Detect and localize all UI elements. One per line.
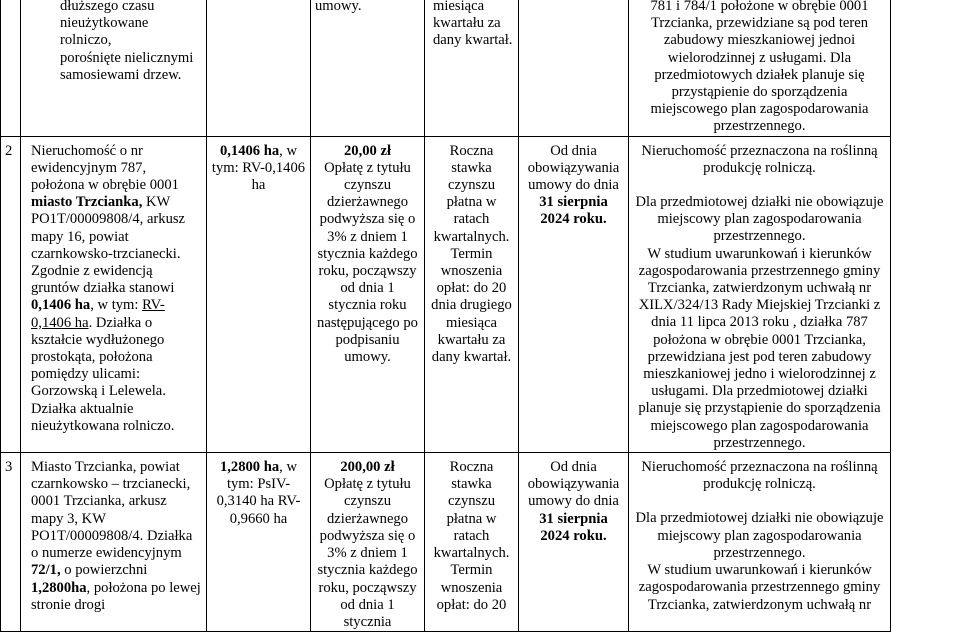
- purpose-tail: 781 i 784/1 położone w obrębie 0001 Trzcianka, przewidziane są pod teren zabudowy mieszkaniowej jednoi wielorodzinnej z usługami. Dla przedmiotowych działek planuje się przystąpienie do sporządzenia miejscowego plan zagospodarowania przestrzennego.: [650, 0, 869, 135]
- purpose-plan: Dla przedmiotowej działki nie obowiązuje miejscowy plan zagospodarowania przestrzennego.: [635, 510, 884, 561]
- cell-location: [21, 136, 207, 452]
- cell-location: [21, 453, 207, 632]
- purpose-study: W studium uwarunkowań i kierunków zagospodarowania przestrzennego gminy Trzcianka, zatwierdzonym uchwałą nr XILX/324/13 Rady Miejskiej Trzcianki z dnia 11 lipca 2013 roku , działka 787 położona w obrębie 0001 Trzcianka, przewidziana jest pod teren zabudowy mieszkaniowej jedno i wielorodzinnej z usługami. Dla przedmiotowej działki planuje się przystąpienie do sporządzenia miejscowego plan zagospodarowania przestrzennego.: [638, 245, 881, 451]
- cell-payment: [425, 136, 519, 452]
- area-value: 1,2800 ha: [219, 459, 280, 476]
- location-text: KW PO1T/00009808/4, arkusz mapy 16, powiat czarnkowsko-trzcianecki. Zgodnie z ewidencją gruntów działka stanowi: [31, 194, 186, 297]
- location-soil-class: RV- 0,1406 ha: [31, 297, 165, 331]
- payment-method: Roczna stawka czynszu płatna w ratach kwartalnych.: [433, 459, 510, 562]
- price-terms: Opłatę z tytułu czynszu dzierżawnego podwyższa się o 3% z dniem 1 stycznia każdego roku, począwszy od dnia 1 stycznia: [317, 476, 418, 630]
- location-area: 1,2800ha: [31, 579, 87, 596]
- price-value: 20,00 zł: [343, 142, 392, 159]
- payment-tail-line: dany kwartał.: [433, 32, 513, 49]
- location-text: o powierzchni: [60, 562, 148, 579]
- area-value: 0,1406 ha: [219, 142, 280, 159]
- location-area: 0,1406 ha: [31, 297, 91, 314]
- term-text: Od dnia obowiązywania umowy do dnia: [527, 142, 620, 194]
- location-tail-line: porośnięte nielicznymi: [60, 49, 194, 66]
- cell-purpose: [629, 136, 891, 452]
- cell-area-prev: [207, 0, 311, 136]
- area-detail: , w tym: PsIV-0,3140 ha RV-0,9660 ha: [216, 459, 301, 527]
- table-row-prev: [1, 0, 891, 136]
- area-detail: , w tym: RV-0,1406 ha: [211, 142, 306, 194]
- purpose-plan: Dla przedmiotowej działki nie obowiązuje miejscowy plan zagospodarowania przestrzennego.: [635, 194, 884, 245]
- location-text: . Działka o kształcie wydłużonego prostokąta, położona pomiędzy ulicami: Gorzowską i Lelewela. Działka aktualnie nieużytkowana rolniczo.: [31, 314, 175, 434]
- purpose-study: W studium uwarunkowań i kierunków zagospodarowania przestrzennego gminy Trzcianka, zatwierdzonym uchwałą nr: [638, 562, 881, 613]
- row-number: 3: [1, 453, 21, 632]
- payment-deadline: Termin wnoszenia opłat: do 20 dnia drugiego miesiąca kwartału za dany kwartał.: [431, 245, 512, 366]
- price-terms: Opłatę z tytułu czynszu dzierżawnego podwyższa się o 3% z dniem 1 stycznia każdego roku, począwszy od dnia 1 stycznia roku następującego po podpisaniu umowy.: [317, 159, 418, 366]
- price-value: 200,00 zł: [340, 459, 395, 476]
- cell-no-prev: [1, 0, 21, 136]
- row-number: 2: [1, 136, 21, 452]
- term-end-date: 31 sierpnia 2024 roku.: [539, 194, 608, 228]
- location-tail-line: nieużytkowane rolniczo,: [60, 15, 149, 49]
- cell-payment-prev: [425, 0, 519, 136]
- payment-deadline: Termin wnoszenia opłat: do 20: [436, 562, 507, 613]
- spacer: [633, 493, 886, 510]
- location-text: Nieruchomość o nr ewidencyjnym 787, położona w obrębie 0001: [31, 142, 179, 194]
- cell-price: [311, 453, 425, 632]
- cell-price: [311, 136, 425, 452]
- cell-area: [207, 136, 311, 452]
- location-tail-line: samosiewami drzew.: [60, 66, 182, 83]
- price-tail: umowy.: [315, 0, 362, 14]
- spacer: [633, 177, 886, 194]
- location-town: miasto Trzcianka,: [31, 194, 143, 211]
- location-text: Miasto Trzcianka, powiat czarnkowsko – trzcianecki, 0001 Trzcianka, arkusz mapy 3, KW PO1T/00009808/4. Działka o numerze ewidencyjnym: [31, 459, 193, 562]
- location-parcel: 72/1,: [31, 562, 61, 579]
- table-row: [1, 453, 891, 632]
- payment-tail-line: kwartału za: [433, 15, 501, 32]
- location-text: , w tym:: [90, 297, 143, 314]
- location-tail-line: dłuższego czasu: [60, 0, 155, 14]
- cell-location-prev: [21, 0, 207, 136]
- table-row: [1, 136, 891, 452]
- location-text: , położona po lewej stronie drogi: [31, 579, 201, 613]
- purpose-use: Nieruchomość przeznaczona na roślinną produkcję rolniczą.: [641, 142, 878, 176]
- term-text: Od dnia obowiązywania umowy do dnia: [527, 459, 620, 510]
- cell-payment: [425, 453, 519, 632]
- cell-price-prev: [311, 0, 425, 136]
- cell-term: [519, 136, 629, 452]
- purpose-use: Nieruchomość przeznaczona na roślinną produkcję rolniczą.: [641, 459, 878, 493]
- term-end-date: 31 sierpnia 2024 roku.: [539, 510, 608, 544]
- payment-tail-line: miesiąca: [433, 0, 485, 14]
- cell-area: [207, 453, 311, 632]
- cell-term: [519, 453, 629, 632]
- cell-purpose: [629, 453, 891, 632]
- payment-method: Roczna stawka czynszu płatna w ratach kwartalnych.: [433, 142, 510, 245]
- cell-purpose-prev: [629, 0, 891, 136]
- cell-term-prev: [519, 0, 629, 136]
